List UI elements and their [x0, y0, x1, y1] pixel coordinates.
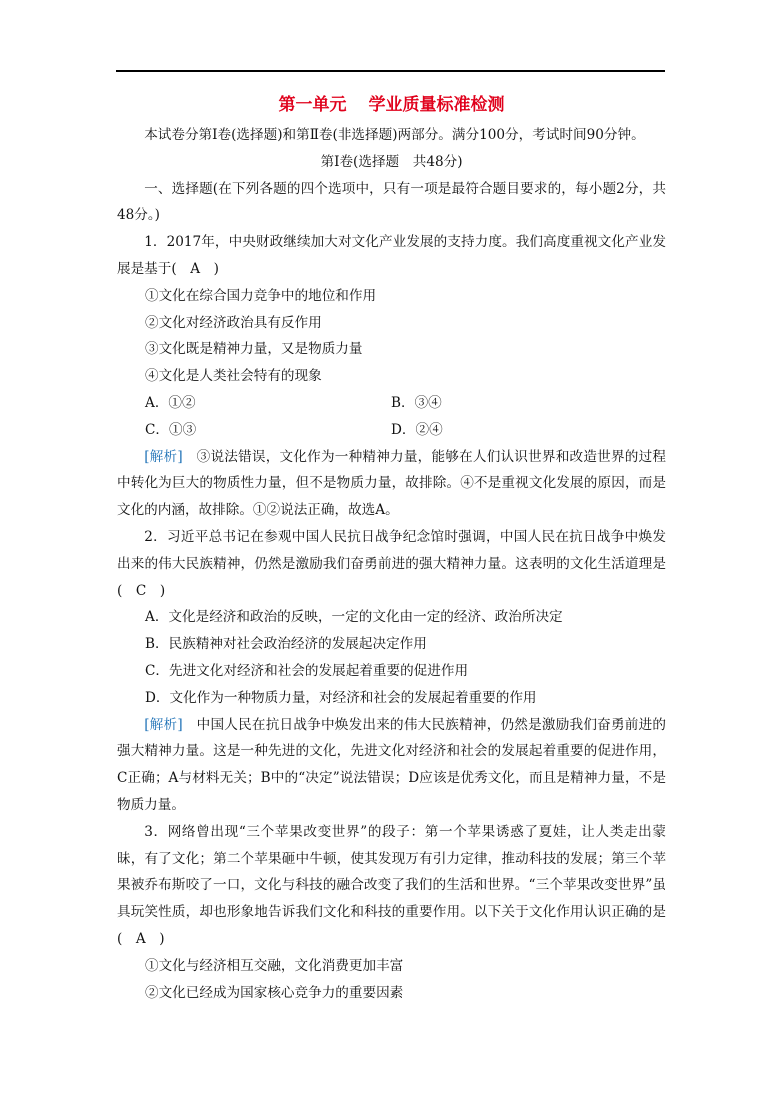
question-1-options-row-2 — [117, 417, 666, 444]
page-content — [117, 90, 666, 1006]
question-1-option-d: D．②④ — [391, 421, 443, 438]
question-1-option-a: A．①② — [145, 394, 196, 411]
question-1-options-row-1 — [117, 390, 666, 417]
question-2-option-c: C．先进文化对经济和社会的发展起着重要的促进作用 — [145, 662, 469, 679]
question-2-stem: 2．习近平总书记在参观中国人民抗日战争纪念馆时强调，中国人民在抗日战争中焕发出来的伟大民族精神，仍然是激励我们奋勇前进的强大精神力量。这表明的文化生活道理是( C ) — [117, 528, 666, 599]
question-1-option-b: B．③④ — [391, 394, 442, 411]
question-2-option-b: B．民族精神对社会政治经济的发展起决定作用 — [145, 636, 427, 653]
question-2-option-a: A．文化是经济和政治的反映，一定的文化由一定的经济、政治所决定 — [145, 609, 563, 626]
question-2-analysis-text: 中国人民在抗日战争中焕发出来的伟大民族精神，仍然是激励我们奋勇前进的强大精神力量。这是一种先进的文化，先进文化对经济和社会的发展起着重要的促进作用，C正确；A与材料无关；B中的“决定”说法错误；D应该是优秀文化，而且是精神力量，不是物质力量。 — [117, 716, 667, 813]
question-1-option-c: C．①③ — [145, 421, 197, 438]
question-3-item-1: ①文化与经济相互交融，文化消费更加丰富 — [145, 957, 404, 974]
question-2-analysis — [117, 712, 666, 819]
analysis-tag: [解析] — [144, 716, 183, 733]
title-unit: 第一单元 — [278, 95, 347, 115]
section-heading: 第Ⅰ卷(选择题 共48分) — [320, 153, 463, 170]
question-1-stem: 1．2017年，中央财政继续加大对文化产业发展的支持力度。我们高度重视文化产业发展是基于( A ) — [117, 234, 666, 277]
question-1-analysis — [117, 444, 666, 524]
question-1-analysis-text: ③说法错误，文化作为一种精神力量，能够在人们认识世界和改造世界的过程中转化为巨大的物质性力量，但不是物质力量，故排除。④不是重视文化发展的原因，而是文化的内涵，故排除。①②说法正确，故选A。 — [117, 448, 667, 519]
question-3-item-2: ②文化已经成为国家核心竞争力的重要因素 — [145, 984, 404, 1001]
question-1-item-3: ③文化既是精神力量，又是物质力量 — [145, 341, 363, 358]
question-1-item-1: ①文化在综合国力竞争中的地位和作用 — [145, 287, 377, 304]
header-rule — [116, 70, 665, 72]
exam-intro: 本试卷分第Ⅰ卷(选择题)和第Ⅱ卷(非选择题)两部分。满分100分，考试时间90分钟。 — [144, 127, 645, 143]
question-1-item-2: ②文化对经济政治具有反作用 — [145, 314, 322, 331]
section-instructions: 一、选择题(在下列各题的四个选项中，只有一项是最符合题目要求的，每小题2分，共48分。) — [117, 180, 666, 224]
page-title — [117, 90, 666, 120]
title-subject: 学业质量标准检测 — [368, 95, 505, 115]
question-1-item-4: ④文化是人类社会特有的现象 — [145, 368, 322, 385]
question-3-stem: 3．网络曾出现“三个苹果改变世界”的段子：第一个苹果诱惑了夏娃，让人类走出蒙昧，有了文化；第二个苹果砸中牛顿，使其发现万有引力定律，推动科技的发展；第三个苹果被乔布斯咬了一口，文化与科技的融合改变了我们的生活和世界。“三个苹果改变世界”虽具玩笑性质，却也形象地告诉我们文化和科技的重要作用。以下关于文化作用认识正确的是( A ) — [117, 823, 666, 947]
analysis-tag: [解析] — [144, 448, 183, 465]
question-2-option-d: D．文化作为一种物质力量，对经济和社会的发展起着重要的作用 — [145, 689, 537, 706]
